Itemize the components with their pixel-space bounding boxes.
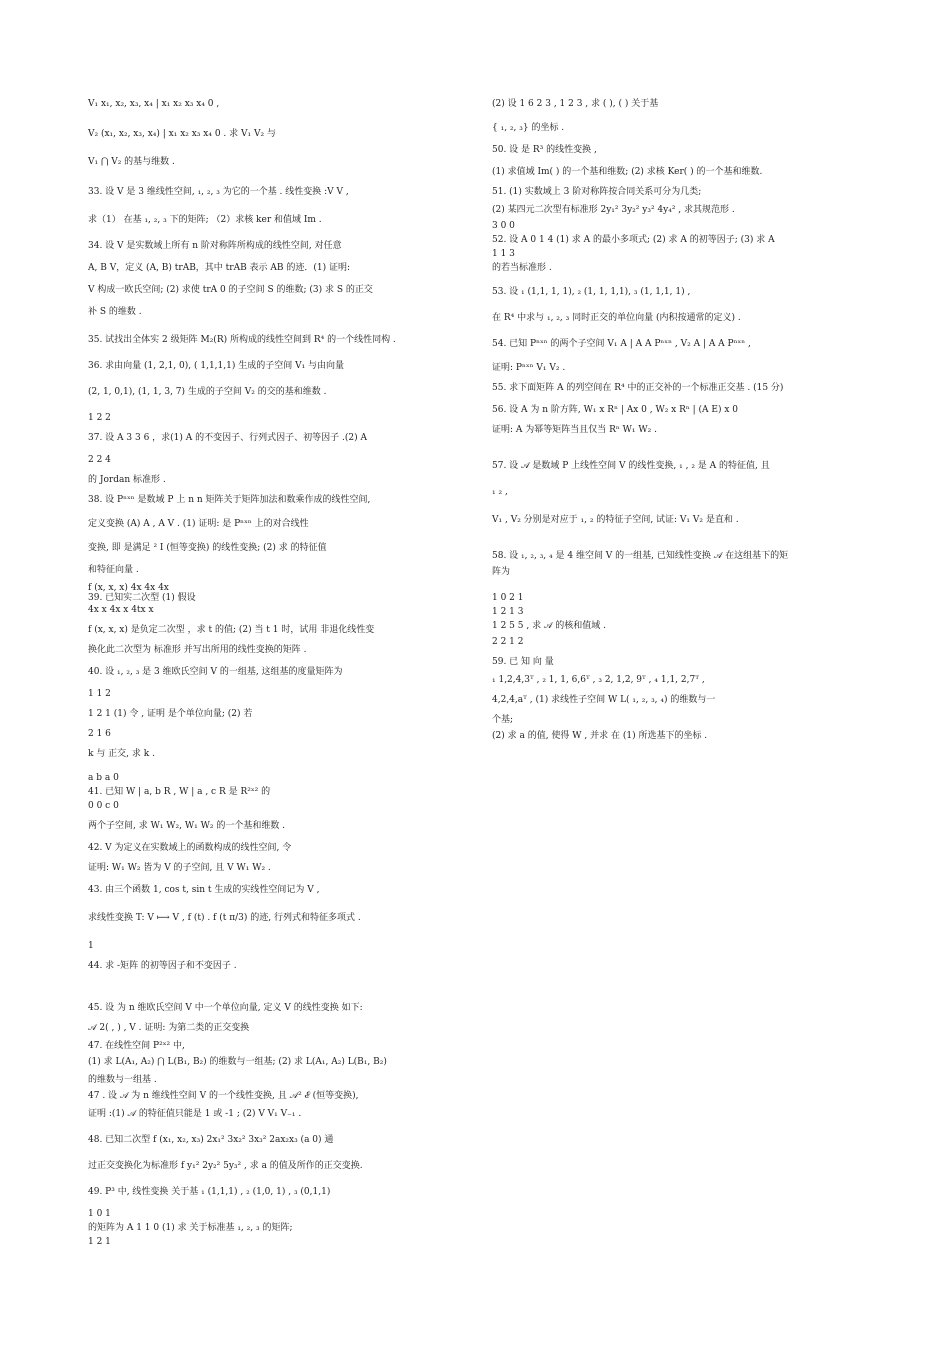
left-text-line: V₁ x₁, x₂, x₃, x₄ | x₁ x₂ x₃ x₄ 0 , bbox=[88, 99, 220, 109]
left-text-line: 37. 设 A 3 3 6 ，求(1) A 的不变因子、行列式因子、初等因子 .(2) A bbox=[88, 433, 367, 443]
left-text-line: 过正交变换化为标准形 f y₁² 2y₂² 5y₃² , 求 a 的值及所作的正交变换. bbox=[88, 1161, 363, 1171]
left-text-line: 1 2 2 bbox=[88, 413, 111, 423]
left-text-line: 45. 设 为 n 维欧氏空间 V 中一个单位向量, 定义 V 的线性变换 如下: bbox=[88, 1003, 363, 1013]
right-text-line: 55. 求下面矩阵 A 的列空间在 R⁴ 中的正交补的一个标准正交基 . (15 分) bbox=[492, 383, 784, 393]
right-text-line: 证明: Pⁿˣⁿ V₁ V₂ . bbox=[492, 363, 566, 373]
left-text-line: 1 2 1 (1) 令 , 证明 是个单位向量; (2) 若 bbox=[88, 709, 253, 719]
left-text-line: 补 S 的维数 . bbox=[88, 307, 142, 317]
left-text-line: 两个子空间, 求 W₁ W₂, W₁ W₂ 的一个基和维数 . bbox=[88, 821, 286, 831]
right-text-line: 证明: A 为幂等矩阵当且仅当 Rⁿ W₁ W₂ . bbox=[492, 425, 657, 435]
right-text-line: { ₁, ₂, ₃} 的坐标 . bbox=[492, 123, 565, 133]
left-text-line: 43. 由三个函数 1, cos t, sin t 生成的实线性空间记为 V , bbox=[88, 885, 320, 895]
right-text-line: 54. 已知 Pⁿˣⁿ 的两个子空间 V₁ A | A A Pⁿˣⁿ , V₂ A | A A Pⁿˣⁿ , bbox=[492, 339, 751, 349]
right-text-line: (2) 设 1 6 2 3 , 1 2 3 , 求 ( ), ( ) 关于基 bbox=[492, 99, 659, 109]
left-text-line: 2 1 6 bbox=[88, 729, 111, 739]
left-text-line: 换化此二次型为 标准形 并写出所用的线性变换的矩阵 . bbox=[88, 645, 307, 655]
right-text-line: (2) 某四元二次型有标准形 2y₁² 3y₂² y₃² 4y₄² , 求其规范形 . bbox=[492, 205, 735, 215]
right-text-line: 阵为 bbox=[492, 567, 511, 577]
right-text-line: 2 2 1 2 bbox=[492, 637, 524, 647]
left-text-line: a b a 0 bbox=[88, 773, 119, 783]
right-text-line: 在 R⁴ 中求与 ₁, ₂, ₃ 同时正交的单位向量 (内积按通常的定义) . bbox=[492, 313, 741, 323]
left-text-line: 2 2 4 bbox=[88, 455, 111, 465]
right-text-line: 个基; bbox=[492, 715, 514, 725]
left-text-line: 39. 已知实二次型 (1) 假设 bbox=[88, 593, 196, 603]
right-text-line: 1 0 2 1 bbox=[492, 593, 524, 603]
left-text-line: 47 . 设 𝒜 为 n 维线性空间 V 的一个线性变换, 且 𝒜² ℰ (恒等变换), bbox=[88, 1091, 359, 1101]
left-text-line: 49. P³ 中, 线性变换 关于基 ₁ (1,1,1) , ₂ (1,0, 1) , ₃ (0,1,1) bbox=[88, 1187, 331, 1197]
left-text-line: 35. 试找出全体实 2 级矩阵 M₂(R) 所构成的线性空间到 R⁴ 的一个线性同构 . bbox=[88, 335, 396, 345]
left-text-line: f (x, x, x) 4x 4x 4x bbox=[88, 583, 169, 593]
right-text-line: (2) 求 a 的值, 使得 W , 并求 在 (1) 所选基下的坐标 . bbox=[492, 731, 708, 741]
left-text-line: 38. 设 Pⁿˣⁿ 是数域 P 上 n n 矩阵关于矩阵加法和数乘作成的线性空间, bbox=[88, 495, 371, 505]
right-text-line: 1 2 1 3 bbox=[492, 607, 524, 617]
left-text-line: 证明: W₁ W₂ 皆为 V 的子空间, 且 V W₁ W₂ . bbox=[88, 863, 271, 873]
right-text-line: 56. 设 A 为 n 阶方阵, W₁ x Rⁿ | Ax 0 , W₂ x Rⁿ | (A E) x 0 bbox=[492, 405, 739, 415]
left-text-line: V 构成一欧氏空间; (2) 求使 trA 0 的子空间 S 的维数; (3) 求 S 的正交 bbox=[88, 285, 373, 295]
left-text-line: 的 Jordan 标准形 . bbox=[88, 475, 166, 485]
right-text-line: 50. 设 是 R³ 的线性变换 , bbox=[492, 145, 597, 155]
left-text-line: 证明 :(1) 𝒜 的特征值只能是 1 或 -1 ; (2) V V₁ V₋₁ . bbox=[88, 1109, 302, 1119]
left-text-line: 求（1） 在基 ₁, ₂, ₃ 下的矩阵; （2）求核 ker 和值域 Im . bbox=[88, 215, 322, 225]
right-text-line: 4,2,4,aᵀ , (1) 求线性子空间 W L( ₁, ₂, ₃, ₄) 的维数与一 bbox=[492, 695, 716, 705]
left-text-line: 的维数与一组基 . bbox=[88, 1075, 157, 1085]
left-text-line: V₁ ⋂ V₂ 的基与维数 . bbox=[88, 157, 175, 167]
right-text-line: 1 2 5 5 , 求 𝒜 的核和值域 . bbox=[492, 621, 607, 631]
left-text-line: A, B V，定义 (A, B) trAB，其中 trAB 表示 AB 的迹．(1) 证明: bbox=[88, 263, 351, 273]
right-text-line: 53. 设 ₁ (1,1, 1, 1), ₂ (1, 1, 1,1), ₃ (1, 1,1, 1) , bbox=[492, 287, 691, 297]
left-text-line: 变换, 即 是满足 ² I (恒等变换) 的线性变换; (2) 求 的特征值 bbox=[88, 543, 327, 553]
left-text-line: 的矩阵为 A 1 1 0 (1) 求 关于标准基 ₁, ₂, ₃ 的矩阵; bbox=[88, 1223, 293, 1233]
right-text-line: 3 0 0 bbox=[492, 221, 515, 231]
left-text-line: 𝒜 2( , ) , V . 证明: 为第二类的正交变换 bbox=[88, 1023, 250, 1033]
left-text-line: 4x x 4x x 4tx x bbox=[88, 605, 154, 615]
left-text-line: V₂ (x₁, x₂, x₃, x₄) | x₁ x₂ x₃ x₄ 0 . 求 V₁ V₂ 与 bbox=[88, 129, 276, 139]
right-text-line: 52. 设 A 0 1 4 (1) 求 A 的最小多项式; (2) 求 A 的初等因子; (3) 求 A bbox=[492, 235, 775, 245]
left-text-line: 1 2 1 bbox=[88, 1237, 111, 1247]
left-text-line: 1 bbox=[88, 941, 94, 951]
left-text-line: 33. 设 V 是 3 维线性空间, ₁, ₂, ₃ 为它的一个基 . 线性变换 :V V , bbox=[88, 187, 349, 197]
right-text-line: 59. 已 知 向 量 bbox=[492, 657, 554, 667]
left-text-line: 和特征向量 . bbox=[88, 565, 139, 575]
left-text-line: 40. 设 ₁, ₂, ₃ 是 3 维欧氏空间 V 的一组基, 这组基的度量矩阵为 bbox=[88, 667, 343, 677]
left-text-line: (2, 1, 0,1), (1, 1, 3, 7) 生成的子空间 V₂ 的交的基和维数 . bbox=[88, 387, 327, 397]
left-text-line: (1) 求 L(A₁, A₂) ⋂ L(B₁, B₂) 的维数与一组基; (2) 求 L(A₁, A₂) L(B₁, B₂) bbox=[88, 1057, 387, 1067]
right-text-line: ₁ ₂ , bbox=[492, 487, 508, 497]
right-text-line: 58. 设 ₁, ₂, ₃, ₄ 是 4 维空间 V 的一组基, 已知线性变换 𝒜 在这组基下的矩 bbox=[492, 551, 789, 561]
right-text-line: 的若当标准形 . bbox=[492, 263, 552, 273]
left-text-line: 47. 在线性空间 P²ˣ² 中, bbox=[88, 1041, 185, 1051]
right-text-line: (1) 求值域 Im( ) 的一个基和维数; (2) 求核 Ker( ) 的一个基和维数. bbox=[492, 167, 763, 177]
left-text-line: 42. V 为定义在实数域上的函数构成的线性空间, 令 bbox=[88, 843, 292, 853]
left-text-line: 41. 已知 W | a, b R , W | a , c R 是 R²ˣ² 的 bbox=[88, 787, 271, 797]
left-text-line: k 与 正交, 求 k . bbox=[88, 749, 155, 759]
left-text-line: 48. 已知二次型 f (x₁, x₂, x₃) 2x₁² 3x₂² 3x₃² 2ax₂x₃ (a 0) 通 bbox=[88, 1135, 334, 1145]
left-text-line: 34. 设 V 是实数域上所有 n 阶对称阵所构成的线性空间, 对任意 bbox=[88, 241, 342, 251]
right-text-line: 51. (1) 实数域上 3 阶对称阵按合同关系可分为几类; bbox=[492, 187, 702, 197]
right-text-line: 57. 设 𝒜 是数域 P 上线性空间 V 的线性变换, ₁ , ₂ 是 A 的特征值, 且 bbox=[492, 461, 770, 471]
left-text-line: 1 0 1 bbox=[88, 1209, 111, 1219]
right-text-line: V₁ , V₂ 分别是对应于 ₁, ₂ 的特征子空间, 试证: V₁ V₂ 是直和 . bbox=[492, 515, 739, 525]
left-text-line: 36. 求由向量 (1, 2,1, 0), ( 1,1,1,1) 生成的子空间 V₁ 与由向量 bbox=[88, 361, 345, 371]
left-text-line: 1 1 2 bbox=[88, 689, 111, 699]
right-text-line: ₁ 1,2,4,3ᵀ , ₂ 1, 1, 6,6ᵀ , ₃ 2, 1,2, 9ᵀ , ₄ 1,1, 2,7ᵀ , bbox=[492, 675, 705, 685]
left-text-line: 0 0 c 0 bbox=[88, 801, 119, 811]
left-text-line: 定义变换 (A) A , A V . (1) 证明: 是 Pⁿˣⁿ 上的对合线性 bbox=[88, 519, 309, 529]
left-text-line: 求线性变换 T: V ⟼ V , f (t) . f (t π/3) 的迹, 行列式和特征多项式 . bbox=[88, 913, 361, 923]
left-text-line: f (x, x, x) 是负定二次型 ，求 t 的值; (2) 当 t 1 时，试用 非退化线性变 bbox=[88, 625, 375, 635]
right-text-line: 1 1 3 bbox=[492, 249, 515, 259]
left-text-line: 44. 求 -矩阵 的初等因子和不变因子 . bbox=[88, 961, 237, 971]
